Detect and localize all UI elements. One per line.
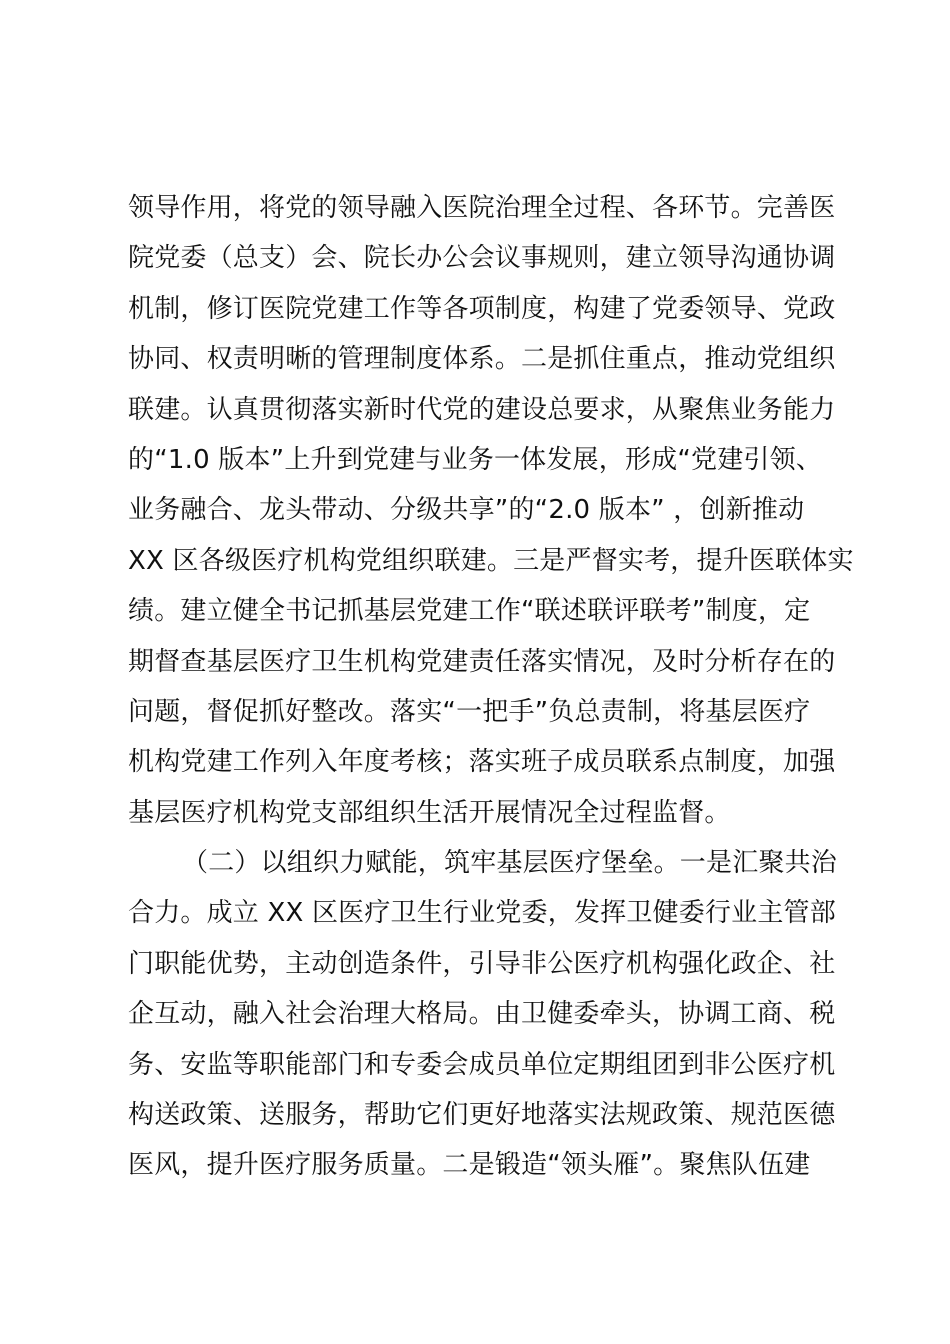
- text-line-2: 院党委（总支）会、院长办公会议事规则，建立领导沟通协调: [128, 243, 836, 274]
- text-line-4: 协同、权责明晰的管理制度体系。二是抓住重点，推动党组织: [128, 344, 836, 375]
- text-line-19: 构送政策、送服务，帮助它们更好地落实法规政策、规范医德: [128, 1100, 836, 1131]
- document-body: [128, 183, 854, 1191]
- text-line-10: 期督查基层医疗卫生机构党建责任落实情况，及时分析存在的: [128, 646, 836, 677]
- text-line-9: 绩。建立健全书记抓基层党建工作“联述联评联考”制度，定: [128, 596, 811, 627]
- text-line-20: 医风，提升医疗服务质量。二是锻造“领头雁”。聚焦队伍建: [128, 1150, 811, 1181]
- text-line-13: 基层医疗机构党支部组织生活开展情况全过程监督。: [128, 797, 731, 828]
- text-line-3: 机制，修订医院党建工作等各项制度，构建了党委领导、党政: [128, 293, 836, 324]
- text-line-11: 问题，督促抓好整改。落实“一把手”负总责制，将基层医疗: [128, 696, 811, 727]
- text-line-15: 合力。成立 XX 区医疗卫生行业党委，发挥卫健委行业主管部: [128, 898, 836, 929]
- text-line-7: 业务融合、龙头带动、分级共享”的“2.0 版本” ，创新推动: [128, 495, 805, 526]
- text-line-14: （二）以组织力赋能，筑牢基层医疗堡垒。一是汇聚共治: [182, 848, 838, 879]
- text-line-17: 企互动，融入社会治理大格局。由卫健委牵头，协调工商、税: [128, 999, 836, 1030]
- text-line-5: 联建。认真贯彻落实新时代党的建设总要求，从聚焦业务能力: [128, 394, 836, 425]
- text-line-16: 门职能优势，主动创造条件，引导非公医疗机构强化政企、社: [128, 948, 836, 979]
- text-line-18: 务、安监等职能部门和专委会成员单位定期组团到非公医疗机: [128, 1049, 836, 1080]
- text-line-8: XX 区各级医疗机构党组织联建。三是严督实考，提升医联体实: [128, 545, 854, 576]
- text-line-1: 领导作用，将党的领导融入医院治理全过程、各环节。完善医: [128, 193, 836, 223]
- text-line-6: 的“1.0 版本”上升到党建与业务一体发展，形成“党建引领、: [128, 444, 823, 475]
- text-line-12: 机构党建工作列入年度考核；落实班子成员联系点制度，加强: [128, 747, 836, 778]
